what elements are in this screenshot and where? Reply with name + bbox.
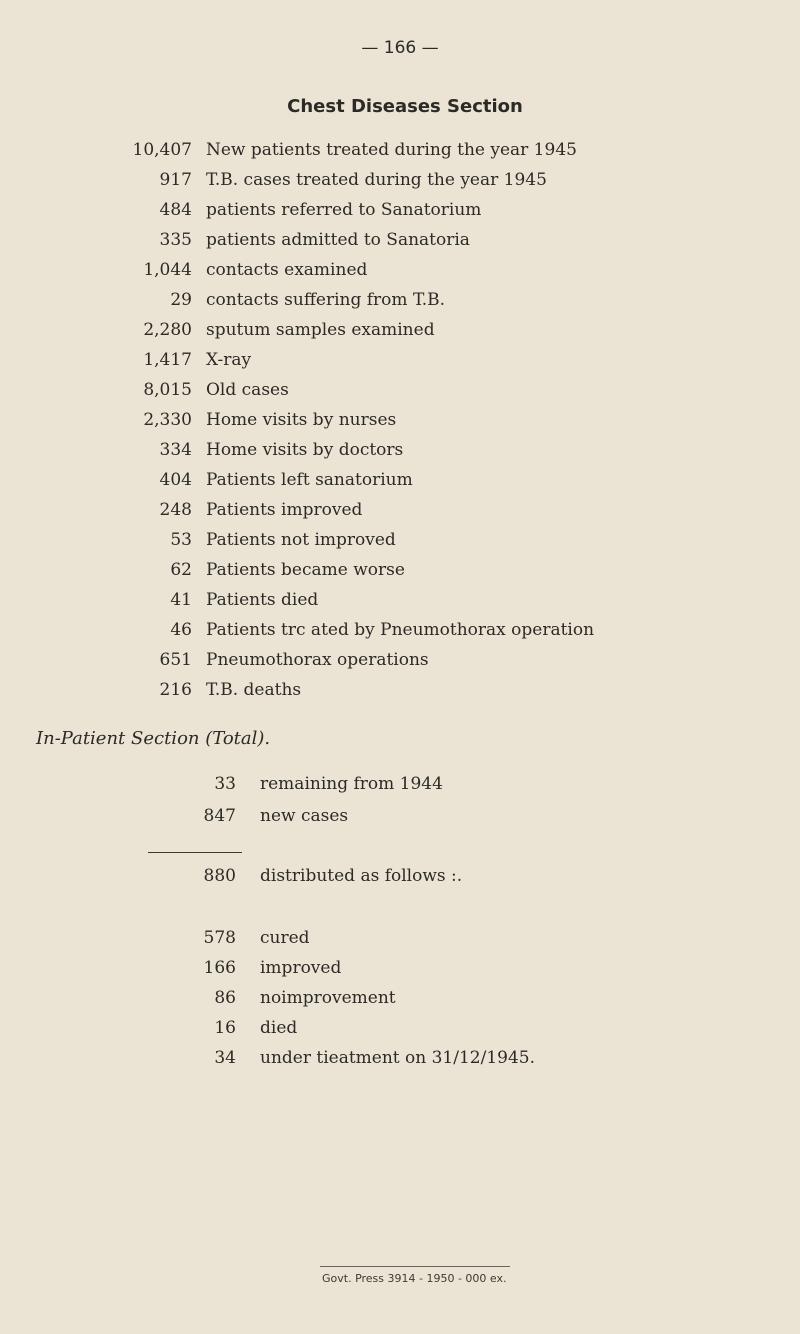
sum-divider: [148, 852, 242, 853]
stat-label: patients admitted to Sanatoria: [206, 230, 470, 250]
breakdown-label: died: [260, 1018, 298, 1038]
section-title: Chest Diseases Section: [287, 96, 523, 117]
breakdown-value: 34: [214, 1048, 236, 1068]
stat-label: X-ray: [206, 350, 252, 370]
stat-value: 651: [159, 650, 192, 670]
stat-row: [0, 500, 800, 530]
stat-row: [0, 170, 800, 200]
stat-row: [0, 530, 800, 560]
inpatient-label: new cases: [260, 806, 349, 826]
stat-label: Patients trc ated by Pneumothorax operation: [206, 620, 595, 640]
stat-value: 29: [170, 290, 192, 310]
breakdown-row: [0, 1018, 800, 1048]
stat-label: patients referred to Sanatorium: [206, 200, 482, 220]
printer-imprint: Govt. Press 3914 - 1950 - 000 ex.: [322, 1272, 507, 1285]
stat-row: [0, 590, 800, 620]
stat-value: 334: [159, 440, 192, 460]
stat-value: 216: [159, 680, 192, 700]
stat-row: [0, 230, 800, 260]
inpatient-total-row: [0, 866, 800, 896]
stat-label: T.B. cases treated during the year 1945: [206, 170, 547, 190]
stat-label: Old cases: [206, 380, 289, 400]
footer-divider: [320, 1266, 510, 1267]
inpatient-row: [0, 774, 800, 804]
inpatient-total-label: distributed as follows :.: [260, 866, 463, 886]
stat-value: 335: [159, 230, 192, 250]
stat-row: [0, 260, 800, 290]
page-number: — 166 —: [361, 38, 439, 58]
breakdown-label: under tieatment on 31/12/1945.: [260, 1048, 536, 1068]
stat-label: sputum samples examined: [206, 320, 435, 340]
stat-row: [0, 350, 800, 380]
breakdown-row: [0, 988, 800, 1018]
inpatient-value: 847: [203, 806, 236, 826]
stat-value: 2,280: [143, 320, 192, 340]
stat-label: Patients became worse: [206, 560, 405, 580]
breakdown-value: 16: [214, 1018, 236, 1038]
stat-row: [0, 410, 800, 440]
stat-value: 917: [159, 170, 192, 190]
stat-row: [0, 290, 800, 320]
stat-label: Patients improved: [206, 500, 363, 520]
stat-value: 484: [159, 200, 192, 220]
inpatient-row: [0, 806, 800, 836]
stat-value: 46: [170, 620, 192, 640]
stat-row: [0, 440, 800, 470]
stat-value: 41: [170, 590, 192, 610]
breakdown-label: improved: [260, 958, 342, 978]
stat-label: contacts suffering from T.B.: [206, 290, 446, 310]
inpatient-total-value: 880: [203, 866, 236, 886]
stat-row: [0, 320, 800, 350]
stat-label: Patients left sanatorium: [206, 470, 413, 490]
stat-row: [0, 470, 800, 500]
stat-value: 53: [170, 530, 192, 550]
breakdown-row: [0, 958, 800, 988]
stat-label: Pneumothorax operations: [206, 650, 429, 670]
stat-value: 404: [159, 470, 192, 490]
stat-value: 10,407: [132, 140, 192, 160]
stat-value: 8,015: [143, 380, 192, 400]
inpatient-value: 33: [214, 774, 236, 794]
stat-label: Patients not improved: [206, 530, 396, 550]
stat-label: Patients died: [206, 590, 319, 610]
stat-label: Home visits by nurses: [206, 410, 397, 430]
breakdown-label: cured: [260, 928, 310, 948]
inpatient-label: remaining from 1944: [260, 774, 443, 794]
stat-row: [0, 560, 800, 590]
breakdown-value: 578: [203, 928, 236, 948]
stat-label: contacts examined: [206, 260, 368, 280]
stat-value: 248: [159, 500, 192, 520]
stat-label: T.B. deaths: [206, 680, 302, 700]
stat-value: 1,417: [143, 350, 192, 370]
stat-value: 62: [170, 560, 192, 580]
breakdown-value: 166: [203, 958, 236, 978]
stat-row: [0, 140, 800, 170]
stat-row: [0, 650, 800, 680]
stat-label: Home visits by doctors: [206, 440, 404, 460]
stat-row: [0, 200, 800, 230]
stat-row: [0, 620, 800, 650]
inpatient-section-heading: In-Patient Section (Total).: [36, 728, 271, 749]
stat-row: [0, 680, 800, 710]
stat-row: [0, 380, 800, 410]
breakdown-value: 86: [214, 988, 236, 1008]
breakdown-label: noimprovement: [260, 988, 396, 1008]
stat-value: 2,330: [143, 410, 192, 430]
breakdown-row: [0, 928, 800, 958]
stat-value: 1,044: [143, 260, 192, 280]
breakdown-row: [0, 1048, 800, 1078]
stat-label: New patients treated during the year 1945: [206, 140, 577, 160]
